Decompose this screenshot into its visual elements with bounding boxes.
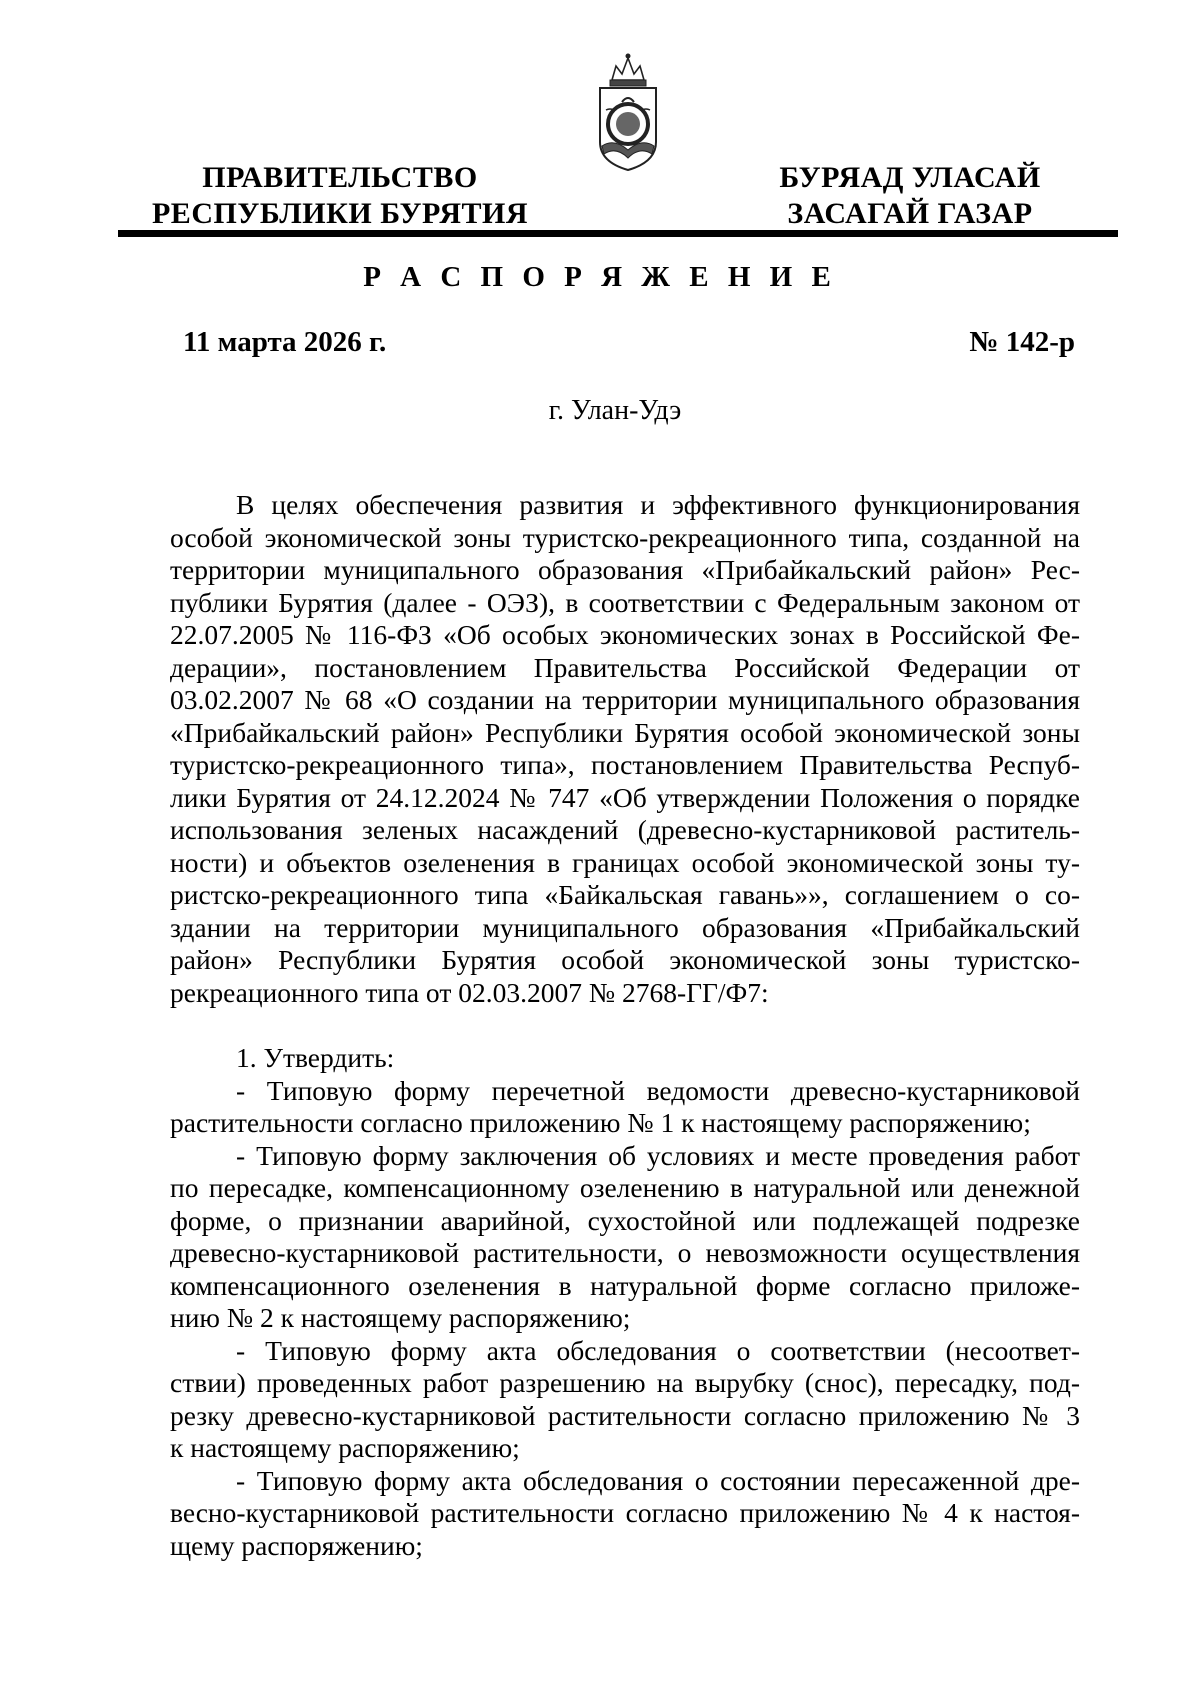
preamble-line: лики Бурятия от 24.12.2024 № 747 «Об утверждении Положения о порядке [170,781,1080,813]
document-type-title: Р А С П О Р Я Ж Е Н И Е [363,261,837,293]
document-body [170,489,1080,1562]
paragraph-gap [170,1009,1080,1042]
item-1 [170,1042,1080,1562]
item-1b-line: нию № 2 к настоящему распоряжению; [170,1302,631,1333]
item-1c-line: - Типовую форму акта обследования о соответствии (несоответ- [236,1334,1080,1366]
item-1b-line: древесно-кустарниковой растительности, о невозможности осуществления [170,1237,1080,1268]
item-1c-line: ствии) проведенных работ разрешению на вырубку (снос), пересадку, под- [170,1367,1080,1398]
preamble-line: дерации», постановлением Правительства Российской Федерации от [170,651,1080,683]
preamble-line: ристско-рекреационного типа «Байкальская гавань»», соглашением о со- [170,879,1080,910]
document-city: г. Улан-Удэ [548,395,682,426]
preamble-line: ности) и объектов озеленения в границах особой экономической зоны ту- [170,846,1080,878]
preamble-line: туристско-рекреационного типа», постановлением Правительства Респуб- [170,749,1080,780]
item-1d-line: весно-кустарниковой растительности согласно приложению № 4 к настоя- [170,1497,1080,1528]
preamble-line: публики Бурятия (далее - ОЭЗ), в соответствии с Федеральным законом от [170,586,1080,618]
item-1c-line: резку древесно-кустарниковой растительности согласно приложению № 3 [170,1399,1080,1431]
header-divider [118,230,1118,237]
preamble-line: «Прибайкальский район» Республики Бурятия особой экономической зоны [170,716,1080,748]
item-1d-line: щему распоряжению; [170,1529,423,1561]
preamble-line: район» Республики Бурятия особой экономической зоны туристско- [170,944,1080,975]
item-1a-line: растительности согласно приложению № 1 к настоящему распоряжению; [170,1107,1031,1138]
item-1-label: 1. Утвердить: [236,1042,395,1073]
document-date: 11 марта 2026 г. [183,326,387,358]
item-1c-line: к настоящему распоряжению; [170,1432,520,1463]
item-1b-line: - Типовую форму заключения об условиях и месте проведения работ [236,1139,1080,1171]
preamble-line: использования зеленых насаждений (древесно-кустарниковой раститель- [170,814,1080,845]
issuer-name-buryat [760,160,1060,232]
preamble-paragraph [170,489,1080,1009]
issuer-bua-line-1: БУРЯАД УЛАСАЙ [779,161,1041,194]
preamble-line: особой экономической зоны туристско-рекреационного типа, созданной на [170,521,1080,553]
preamble-line: 03.02.2007 № 68 «О создании на территории муниципального образования [170,684,1080,715]
document-number: № 142-р [969,326,1075,358]
issuer-ru-line-2: РЕСПУБЛИКИ БУРЯТИЯ [151,197,529,230]
item-1a-line: - Типовую форму перечетной ведомости древесно-кустарниковой [236,1074,1080,1106]
item-1d-line: - Типовую форму акта обследования о состоянии пересаженной дре- [236,1464,1080,1496]
preamble-line: здании на территории муниципального образования «Прибайкальский [170,911,1080,943]
preamble-line: 22.07.2005 № 116-ФЗ «Об особых экономических зонах в Российской Фе- [170,619,1080,650]
issuer-name-russian [150,160,530,232]
item-1b-line: форме, о признании аварийной, сухостойной или подлежащей подрезке [170,1204,1080,1236]
preamble-line: территории муниципального образования «Прибайкальский район» Рес- [170,554,1080,585]
coat-of-arms-emblem-icon [592,50,664,174]
preamble-line: В целях обеспечения развития и эффективного функционирования [236,489,1080,520]
item-1b-line: компенсационного озеленения в натуральной форме согласно приложе- [170,1269,1080,1301]
preamble-line: рекреационного типа от 02.03.2007 № 2768-ГГ/Ф7: [170,976,769,1008]
item-1b-line: по пересадке, компенсационному озеленению в натуральной или денежной [170,1172,1080,1203]
issuer-ru-line-1: ПРАВИТЕЛЬСТВО [202,161,478,194]
issuer-bua-line-2: ЗАСАГАЙ ГАЗАР [787,197,1033,230]
